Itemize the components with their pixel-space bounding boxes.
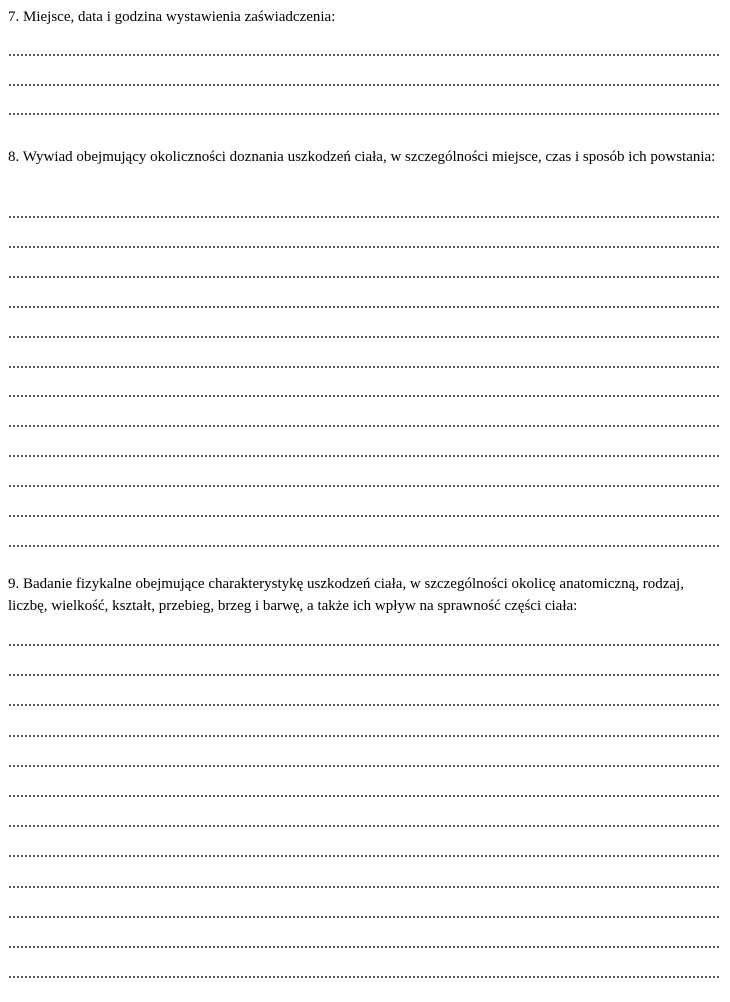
dotted-answer-line[interactable] [8,216,720,218]
section-7-heading: 7. Miejsce, data i godzina wystawienia zaświadczenia: [8,9,336,25]
dotted-answer-line[interactable] [8,336,720,338]
dotted-answer-line[interactable] [8,644,720,646]
dotted-answer-line[interactable] [8,916,720,918]
dotted-answer-line[interactable] [8,485,720,487]
dotted-answer-line[interactable] [8,825,720,827]
dotted-answer-line[interactable] [8,795,720,797]
dotted-answer-line[interactable] [8,366,720,368]
dotted-answer-line[interactable] [8,855,720,857]
dotted-answer-line[interactable] [8,704,720,706]
dotted-answer-line[interactable] [8,395,720,397]
section-8-heading: 8. Wywiad obejmujący okoliczności doznania uszkodzeń ciała, w szczególności miejsce, czas i sposób ich powstania: [8,149,716,165]
dotted-answer-line[interactable] [8,976,720,978]
dotted-answer-line[interactable] [8,946,720,948]
dotted-answer-line[interactable] [8,246,720,248]
dotted-answer-line[interactable] [8,735,720,737]
section-9-heading: 9. Badanie fizykalne obejmujące charakterystykę uszkodzeń ciała, w szczególności okolicę anatomiczną, rodzaj, liczbę, wielkość, kształt, przebieg, brzeg i barwę, a także ich wpływ na sprawność części ciała: [8,576,684,614]
dotted-answer-line[interactable] [8,306,720,308]
dotted-answer-line[interactable] [8,886,720,888]
dotted-answer-line[interactable] [8,113,720,115]
dotted-answer-line[interactable] [8,276,720,278]
dotted-answer-line[interactable] [8,54,720,56]
dotted-answer-line[interactable] [8,515,720,517]
dotted-answer-line[interactable] [8,765,720,767]
dotted-answer-line[interactable] [8,545,720,547]
dotted-answer-line[interactable] [8,425,720,427]
dotted-answer-line[interactable] [8,455,720,457]
dotted-answer-line[interactable] [8,84,720,86]
dotted-answer-line[interactable] [8,674,720,676]
